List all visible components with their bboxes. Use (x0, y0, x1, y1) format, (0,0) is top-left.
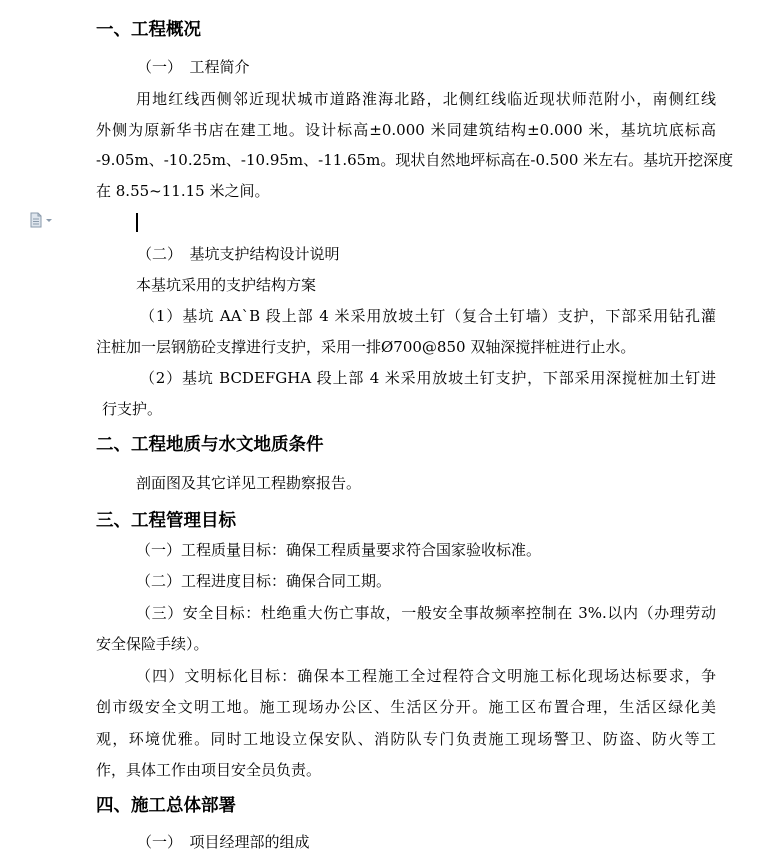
paragraph-line: 行支护。 (102, 400, 163, 418)
subheading-project-intro: （一） 工程简介 (137, 58, 250, 76)
heading-section-3: 三、工程管理目标 (96, 511, 236, 531)
heading-section-2: 二、工程地质与水文地质条件 (96, 435, 324, 455)
paragraph-line: 注桩加一层钢筋砼支撑进行支护，采用一排Ø700@850 双轴深搅拌桩进行止水。 (96, 338, 636, 356)
paragraph-line: （2）基坑 BCDEFGHA 段上部 4 米采用放坡土钉支护，下部采用深搅桩加土钉进 (140, 369, 716, 387)
paragraph-line: 创市级安全文明工地。施工现场办公区、生活区分开。施工区布置合理，生活区绿化美 (96, 698, 716, 716)
paragraph-line: 用地红线西侧邻近现状城市道路淮海北路，北侧红线临近现状师范附小，南侧红线 (136, 90, 716, 108)
paragraph-line: 安全保险手续）。 (96, 635, 209, 653)
paragraph-line: 外侧为原新华书店在建工地。设计标高±0.000 米同建筑结构±0.000 米，基坑坑底标高 (96, 121, 716, 139)
chevron-down-icon (46, 219, 52, 222)
subheading-pm-team: （一） 项目经理部的组成 (137, 833, 310, 851)
heading-section-1: 一、工程概况 (96, 20, 201, 40)
paragraph-line: 本基坑采用的支护结构方案 (136, 276, 317, 294)
paragraph-line: （三）安全目标：杜绝重大伤亡事故，一般安全事故频率控制在 3%.以内（办理劳动 (136, 604, 716, 622)
subheading-support-design: （二） 基坑支护结构设计说明 (137, 245, 340, 263)
text-cursor (136, 213, 138, 232)
document-icon[interactable] (28, 212, 56, 228)
paragraph-line: （一）工程质量目标：确保工程质量要求符合国家验收标准。 (136, 541, 542, 559)
paragraph-line: 在 8.55~11.15 米之间。 (96, 182, 270, 200)
paragraph-line: 剖面图及其它详见工程勘察报告。 (136, 474, 362, 492)
paragraph-line: -9.05m、-10.25m、-10.95m、-11.65m。现状自然地坪标高在-0.500 米左右。基坑开挖深度 (96, 151, 734, 169)
paragraph-line: （二）工程进度目标：确保合同工期。 (136, 572, 392, 590)
paragraph-line: 作，具体工作由项目安全员负责。 (96, 761, 322, 779)
paragraph-line: 观，环境优雅。同时工地设立保安队、消防队专门负责施工现场警卫、防盗、防火等工 (96, 730, 716, 748)
heading-section-4: 四、施工总体部署 (96, 796, 236, 816)
paragraph-line: （1）基坑 AA`B 段上部 4 米采用放坡土钉（复合土钉墙）支护，下部采用钻孔灌 (140, 307, 716, 325)
paragraph-line: （四）文明标化目标：确保本工程施工全过程符合文明施工标化现场达标要求，争 (136, 667, 716, 685)
